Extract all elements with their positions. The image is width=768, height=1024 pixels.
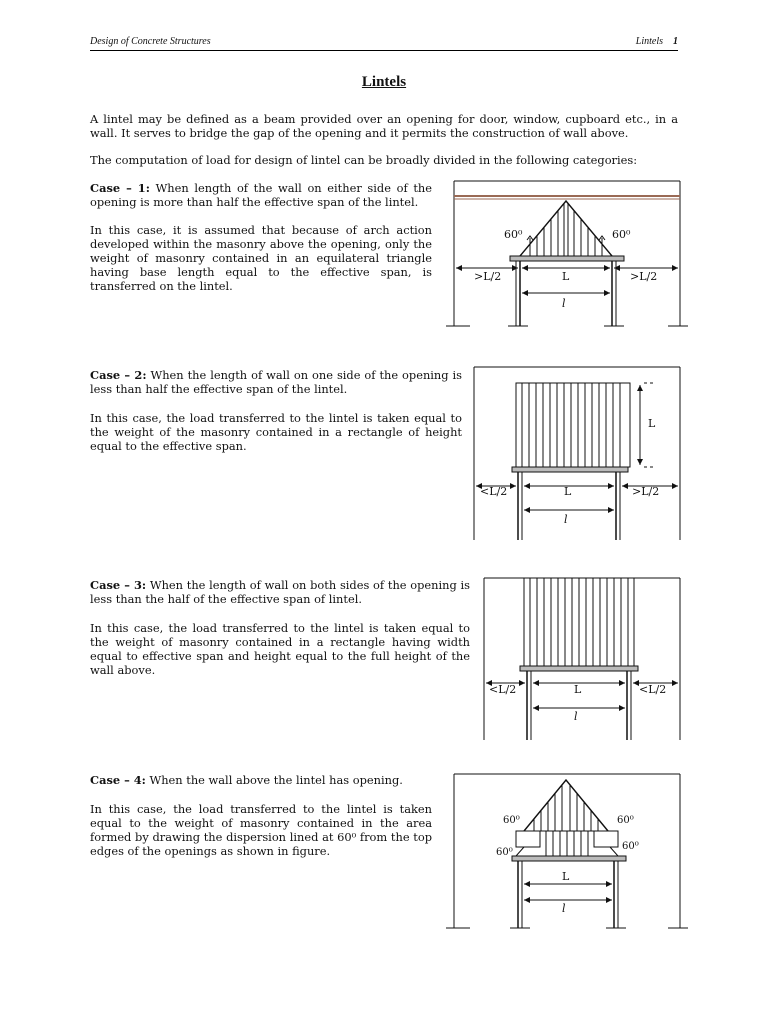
fig1-right-dim: >L/2 (630, 270, 658, 283)
fig4-angle-bottom-right: 60⁰ (622, 841, 639, 852)
fig1-angle-left: 60⁰ (504, 228, 523, 241)
case2-condition-text: When the length of wall on one side of the opening is less than half the effective span of the lintel. (90, 368, 463, 396)
page-title: Lintels (361, 74, 407, 90)
fig4-lintel-beam (512, 856, 626, 861)
case4-label: Case – 4: (90, 773, 146, 787)
fig2-height-dim: L (648, 417, 656, 430)
fig4-angle-bottom-left: 60⁰ (496, 847, 513, 858)
fig4-opening-right (594, 831, 618, 847)
header-book-title: Design of Concrete Structures (90, 36, 211, 47)
fig1-angle-right: 60⁰ (612, 228, 631, 241)
fig3-span-label: l (574, 710, 578, 723)
fig1-span-label: l (562, 297, 566, 310)
case1-explanation: In this case, it is assumed that because of arch action developed within the masonry above the opening, only the weight of masonry contained in an equilateral triangle having base length equal to the effective span, is transferred on the lintel. (90, 223, 432, 293)
fig2-span-label: l (564, 513, 568, 526)
fig1-mid-dim: L (562, 270, 570, 283)
case1-condition-text: When length of the wall on either side of the opening is more than half the effective span of the lintel. (90, 181, 432, 209)
fig3-mid-dim: L (574, 683, 582, 696)
fig4-masonry-triangle (524, 780, 608, 831)
case4-condition-text: When the wall above the lintel has opening. (149, 773, 403, 787)
fig1-left-dim: >L/2 (474, 270, 502, 283)
fig2-mid-dim: L (564, 485, 572, 498)
fig3-right-dim: <L/2 (639, 683, 667, 696)
fig2-left-dim: <L/2 (480, 485, 508, 498)
fig2-right-dim: >L/2 (632, 485, 660, 498)
page-number: 1 (673, 36, 678, 47)
case3-explanation: In this case, the load transferred to the lintel is taken equal to the weight of masonry contained in a rectangle having width equal to effective span and height equal to the full height of the wall above. (90, 621, 470, 677)
fig4-angle-top-right: 60⁰ (617, 815, 634, 826)
case3-condition-text: When the length of wall on both sides of the opening is less than the half of the effective span of lintel. (90, 578, 471, 606)
case2-explanation: In this case, the load transferred to the lintel is taken equal to the weight of the masonry contained in a rectangle of height equal to the effective span. (90, 411, 462, 453)
case3-label: Case – 3: (90, 578, 147, 592)
fig3-left-dim: <L/2 (489, 683, 517, 696)
case4-explanation: In this case, the load transferred to the lintel is taken equal to the weight of masonry contained in the area formed by drawing the dispersion lined at 60⁰ from the top edges of the openings as shown in figure. (90, 802, 432, 858)
case2-label: Case – 2: (90, 368, 147, 382)
intro-categories: The computation of load for design of lintel can be broadly divided in the following categories: (90, 153, 638, 167)
case1-label: Case – 1: (90, 181, 150, 195)
fig4-mid-dim: L (562, 870, 570, 883)
intro-paragraph: A lintel may be defined as a beam provided over an opening for door, window, cupboard etc., in a wall. It serves to bridge the gap of the opening and it permits the construction of wall above. (90, 112, 678, 140)
fig4-span-label: l (562, 902, 566, 915)
fig4-opening-left (516, 831, 540, 847)
fig4-angle-top-left: 60⁰ (503, 815, 520, 826)
header-chapter-title: Lintels (635, 36, 663, 47)
